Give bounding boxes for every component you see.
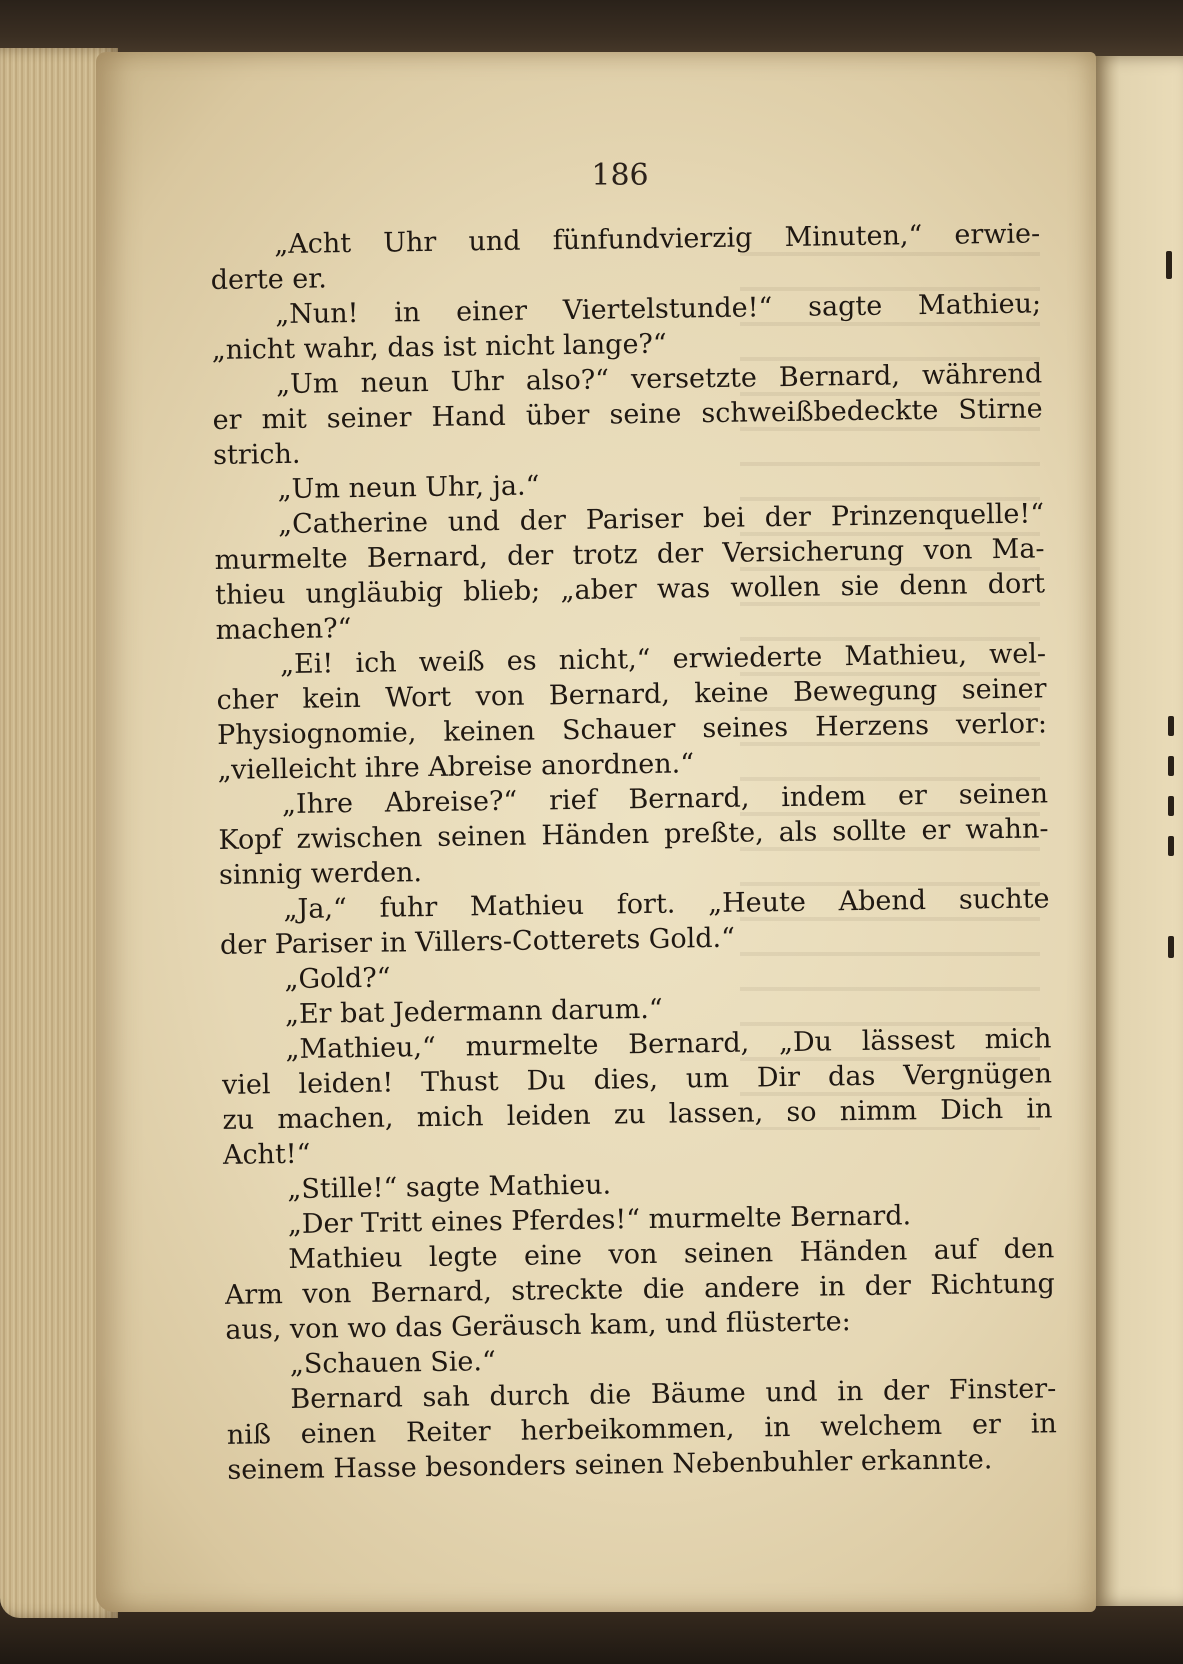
text-line: „Catherine und der Pariser bei der Prinzenquelle!“ [277, 498, 1045, 541]
text-line: cher kein Wort von Bernard, keine Bewegung seiner [216, 673, 1047, 716]
facing-page-letter-fragment [1168, 716, 1174, 736]
text-line: machen?“ [215, 613, 352, 646]
text-line: „Mathieu,“ murmelte Bernard, „Du lässest mich [285, 1023, 1052, 1066]
facing-page-letter-fragment [1168, 796, 1174, 816]
text-line: „Schauen Sie.“ [289, 1346, 497, 1380]
text-line: niß einen Reiter herbeikommen, in welchem er in [226, 1408, 1057, 1451]
text-line: „Stille!“ sagte Mathieu. [287, 1169, 612, 1206]
text-line: „Gold?“ [284, 962, 391, 996]
book-cover-top-edge [0, 0, 1183, 60]
text-line: viel leiden! Thust Du dies, um Dir das Vergnügen [221, 1058, 1053, 1101]
text-line: „Er bat Jedermann darum.“ [284, 993, 663, 1031]
text-line: Kopf zwischen seinen Händen preßte, als sollte er wahn- [218, 813, 1049, 856]
text-line: „Um neun Uhr also?“ versetzte Bernard, während [275, 358, 1043, 401]
page-number: 186 [591, 158, 649, 193]
text-line: thieu ungläubig blieb; „aber was wollen sie denn dort [214, 568, 1046, 611]
text-line: Arm von Bernard, streckte die andere in der Richtung [224, 1268, 1056, 1311]
text-line: er mit seiner Hand über seine schweißbedeckte Stirne [212, 393, 1043, 436]
text-line: „nicht wahr, das ist nicht lange?“ [211, 328, 667, 366]
text-line: seinem Hasse besonders seinen Nebenbuhler erkannte. [227, 1444, 993, 1486]
text-line: „Ei! ich weiß es nicht,“ erwiederte Mathieu, wel- [279, 638, 1047, 681]
facing-page-letter-fragment [1168, 756, 1174, 776]
text-line: Mathieu legte eine von seinen Händen auf den [288, 1233, 1055, 1276]
text-line: „Nun! in einer Viertelstunde!“ sagte Mathieu; [274, 288, 1042, 331]
text-line: zu machen, mich leiden zu lassen, so nimm Dich in [222, 1093, 1053, 1136]
text-line: „Acht Uhr und fünfundvierzig Minuten,“ erwie- [274, 218, 1041, 261]
text-line: Acht!“ [222, 1138, 311, 1171]
text-line: „Der Tritt eines Pferdes!“ murmelte Bernard. [287, 1200, 912, 1241]
text-line: strich. [212, 438, 301, 471]
facing-page-letter-fragment [1166, 251, 1172, 279]
text-line: murmelte Bernard, der trotz der Versicherung von Ma- [214, 533, 1045, 576]
facing-page-letter-fragment [1168, 836, 1174, 856]
facing-page-edge [1092, 56, 1183, 1606]
text-line: Bernard sah durch die Bäume und in der Finster- [290, 1373, 1057, 1415]
text-line: „Um neun Uhr, ja.“ [277, 470, 540, 506]
text-line: „Ja,“ fuhr Mathieu fort. „Heute Abend suchte [283, 883, 1050, 926]
text-line: „vielleicht ihre Abreise anordnen.“ [217, 748, 695, 786]
text-line: „Ihre Abreise?“ rief Bernard, indem er seinen [281, 778, 1049, 821]
text-line: Physiognomie, keinen Schauer seines Herzens verlor: [216, 708, 1048, 751]
text-line: aus, von wo das Geräusch kam, und flüsterte: [225, 1306, 851, 1346]
body-text [210, 216, 1058, 1487]
text-line: derte er. [210, 263, 328, 296]
text-line: der Pariser in Villers-Cotterets Gold.“ [219, 922, 736, 961]
text-line: sinnig werden. [218, 857, 423, 891]
facing-page-letter-fragment [1168, 936, 1174, 958]
